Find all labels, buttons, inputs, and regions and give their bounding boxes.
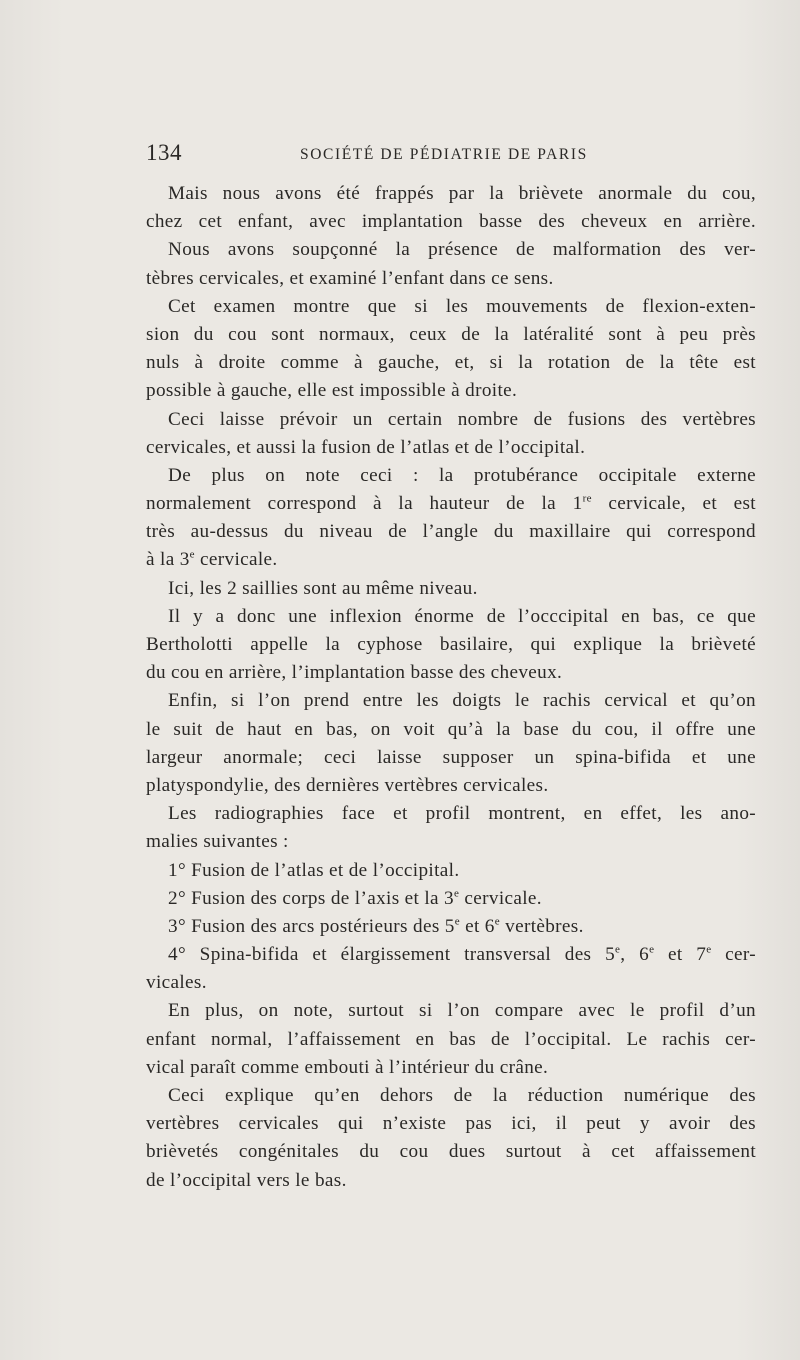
text-line: Il y a donc une inflexion énorme de l’occcipital en bas, ce que [168, 605, 756, 627]
text-line: possible à gauche, elle est impossible à droite. [146, 380, 518, 402]
text-line: Bertholotti appelle la cyphose basilaire, qui explique la brièveté [146, 634, 756, 655]
text-line: du cou en arrière, l’implantation basse des cheveux. [146, 662, 563, 684]
text-line: normalement correspond à la hauteur de la 1re cervicale, et est [146, 492, 756, 515]
text-line: brièvetés congénitales du cou dues surtout à cet affaissement [146, 1141, 756, 1163]
text-line: Mais nous avons été frappés par la brièvete anormale du cou, [168, 183, 756, 204]
running-title: SOCIÉTÉ DE PÉDIATRIE DE PARIS [300, 146, 588, 163]
text-line: largeur anormale; ceci laisse supposer un spina-bifida et une [146, 746, 756, 768]
text-line: En plus, on note, surtout si l’on compare avec le profil d’un [168, 1000, 756, 1022]
text-line: malies suivantes : [146, 831, 289, 853]
text-line: de l’occipital vers le bas. [146, 1169, 347, 1191]
text-line: sion du cou sont normaux, ceux de la latéralité sont à peu près [146, 323, 756, 345]
text-line: vertèbres cervicales qui n’existe pas ici, il peut y avoir des [146, 1113, 756, 1135]
text-line: 1° Fusion de l’atlas et de l’occipital. [168, 859, 460, 881]
text-line: nuls à droite comme à gauche, et, si la rotation de la tête est [146, 352, 756, 374]
text-line: vical paraît comme embouti à l’intérieur du crâne. [146, 1056, 549, 1078]
text-line: platyspondylie, des dernières vertèbres cervicales. [146, 774, 549, 796]
text-line: Ceci explique qu’en dehors de la réduction numérique des [168, 1085, 756, 1106]
text-line: le suit de haut en bas, on voit qu’à la base du cou, il offre une [146, 718, 756, 740]
text-line: Ici, les 2 saillies sont au même niveau. [168, 577, 478, 599]
text-line: 4° Spina-bifida et élargissement transversal des 5e, 6e et 7e cer- [168, 943, 756, 966]
text-line: tèbres cervicales, et examiné l’enfant dans ce sens. [146, 267, 554, 289]
text-line: 3° Fusion des arcs postérieurs des 5e et 6e vertèbres. [168, 915, 584, 937]
body-text [146, 180, 756, 1195]
text-line: vicales. [146, 972, 207, 994]
text-line: chez cet enfant, avec implantation basse des cheveux en arrière. [146, 211, 756, 233]
text-line: enfant normal, l’affaissement en bas de l’occipital. Le rachis cer- [146, 1028, 756, 1050]
text-line: très au-dessus du niveau de l’angle du maxillaire qui correspond [146, 521, 756, 543]
text-line: cervicales, et aussi la fusion de l’atlas et de l’occipital. [146, 436, 586, 458]
text-line: Cet examen montre que si les mouvements de flexion-exten- [168, 295, 756, 317]
page-number: 134 [146, 140, 182, 165]
text-line: De plus on note ceci : la protubérance occipitale externe [168, 464, 756, 486]
text-line: à la 3e cervicale. [146, 549, 278, 571]
text-line: Nous avons soupçonné la présence de malformation des ver- [168, 239, 756, 261]
text-line: 2° Fusion des corps de l’axis et la 3e cervicale. [168, 887, 542, 909]
text-line: Les radiographies face et profil montrent, en effet, les ano- [168, 803, 756, 825]
text-line: Enfin, si l’on prend entre les doigts le rachis cervical et qu’on [168, 690, 756, 712]
text-line: Ceci laisse prévoir un certain nombre de fusions des vertèbres [168, 408, 756, 430]
page-header [146, 140, 756, 170]
